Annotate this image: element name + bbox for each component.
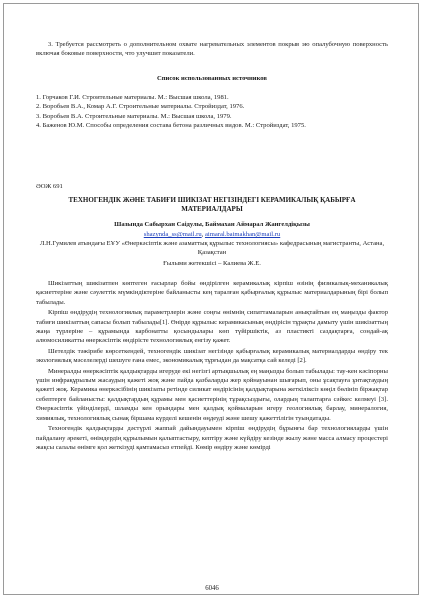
paragraph: Техногендік қалдықтарды дәстүрлі жаппай дайындауымен кірпіш өндірудің бұрынғы бар технологияларды үшін пайдалану әрекеті, өнімдердің құрылымын қалыптастыру, кептіру және күйдіру кезінде жылу және масса алмасу процестері жақсы салалы өнімге қол жеткізуді қамтамасыз етпейді. Көмір өндіру және көмірді bbox=[36, 425, 388, 451]
email-separator: , bbox=[201, 231, 205, 238]
reference-item: 3. Воробьев В.А. Строительные материалы. М.: Высшая школа, 1979. bbox=[36, 112, 232, 120]
udc-code: ӘОЖ 691 bbox=[36, 183, 63, 190]
email-link-1[interactable]: shazynda_ss@mail.ru bbox=[143, 231, 202, 238]
authors: Шазында Сабырхан Саідулы, Баймахан Аймарал Жангелдіқызы bbox=[114, 221, 310, 228]
references-list bbox=[36, 93, 388, 131]
email-link-2[interactable]: aimaral.baimakhan@mail.ru bbox=[204, 231, 281, 238]
paragraph: Шикізаттың шикізатпен көптеген ғасырлар бойы өндірілген керамикалық кірпіш өзінің физикалық-механикалық қасиеттеріне және сәулеттік мүмкіндіктеріне байланысты кең таралған қабырғалық құрылыс материалдарының бірі болып табылады. bbox=[36, 280, 388, 306]
paragraph: Минералды өнеркәсіптік қалдықтарды игеруде екі негізгі артықшылық ең маңызды болып табылады: тау-кен кәсіпорны үшін инфрақұрылым жасаудың қажеті жоқ және пайда қазбаларды жер қойнауынан шығарып, оны ұсақтауға ұнтақтаудың қажеті жоқ. Керамика өнеркәсібінің шикізаты ретінде силикат өндірісінің қалдықтарына жеткіліксіз көңіл бөлініп біржақтар себептерге байланысты: қалдықтардың құрамы мен қасиеттерінің тұрақсыздығы, олардың талаптарға сәйкес келмеуі [3]. Өнеркәсіптік үйінділерді, шламды кен орындары мен қалдық қоймаларын игеру геологиялық барлау, минералогия, химиялық, технологиялық сынақ біршама күрделі кешенін өңдеуді және шешу қажеттілігін туындатады. bbox=[36, 367, 388, 422]
list-item-3: 3. Требуется рассмотреть о дополнительном охвате нагревательных элементов покрыв эю опалубочную поверхность включая боковые поверхности, что улучшит показатели. bbox=[36, 41, 388, 58]
references-title: Список использованных источников bbox=[157, 75, 267, 82]
paragraph: Кірпіш өндірудің технологиялық параметрлерін және соңғы өнімнің сипаттамаларын анықтайтын ең маңызды фактор табиғи шикізаттың сапасы болып табылады[1]. Өнірде құрылыс керамикасының өндірісін тұрақты дамыту үшін шикізаттың жаңа түрлеріне – құрамында карбонатты қосындылары көп түйіршіктік, аз пластикті саздақтарға, сондай-ақ алюмосиликатты өнеркәсіптік өндірісте технологиялық енгізу қажет. bbox=[36, 309, 388, 345]
affiliation: Л.Н.Гумилев атындағы ЕҰУ «Өнеркәсіптік және азаматтық құрылыс технологиясы» кафедрасының магистранты, Астана, Қазақстан bbox=[39, 240, 385, 257]
author-emails bbox=[36, 230, 388, 239]
article-title: ТЕХНОГЕНДІК ЖӘНЕ ТАБИҒИ ШИКІЗАТ НЕГІЗІНДЕГІ КЕРАМИКАЛЫҚ ҚАБЫРҒА МАТЕРИАЛДАРЫ bbox=[68, 196, 356, 214]
paragraph: Шетелдік тәжірибе көрсеткендей, техногендік шикізат негізінде қабырғалық керамикалық материалдарды өндіру тек экологиялық мәселелерді шешуге ғана емес, экономикалық тұрғыдан да мақсатқа сай келеді [2]. bbox=[36, 347, 388, 365]
article-body bbox=[36, 279, 388, 452]
reference-item: 2. Воробьев В.А., Комар А.Г. Строительные материалы. Стройиздат, 1976. bbox=[36, 103, 245, 111]
reference-item: 4. Баженов Ю.М. Способы определения состава бетона различных видов. М.: Стройиздат, 1975. bbox=[36, 122, 306, 130]
page-number: 6046 bbox=[205, 585, 219, 592]
reference-item: 1. Горчаков Г.И. Строительные материалы. М.: Высшая школа, 1981. bbox=[36, 94, 229, 101]
supervisor: Ғылыми жетекшісі – Калиева Ж.Е. bbox=[163, 260, 261, 267]
